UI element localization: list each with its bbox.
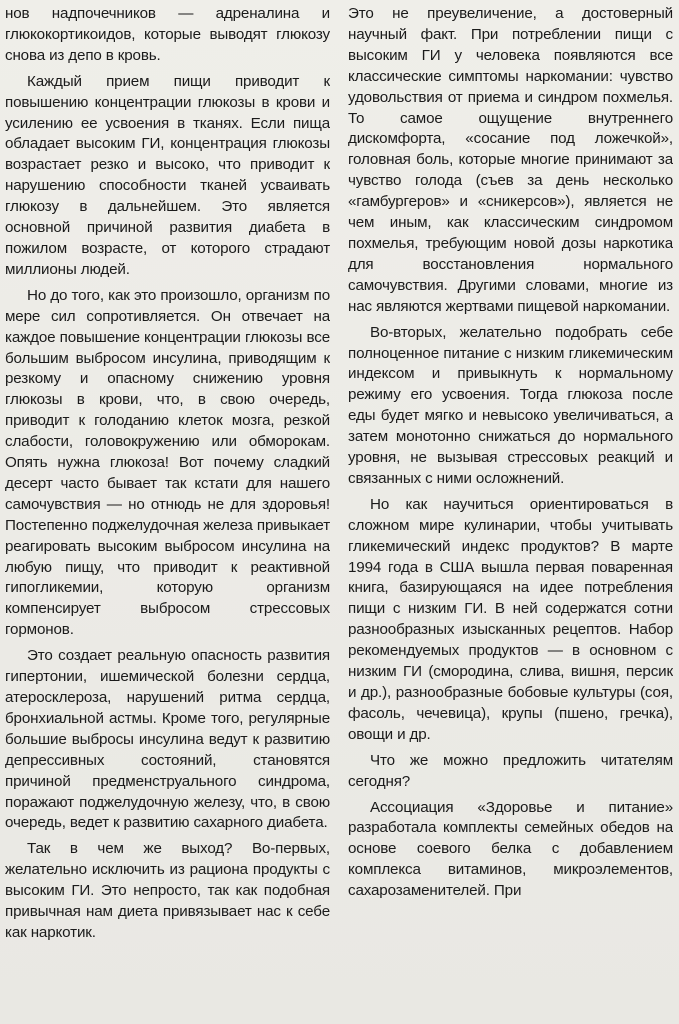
paragraph: Каждый прием пищи приводит к повышению концентрации глюкозы в крови и усилению ее усвоения в тканях. Если пища обладает высоким ГИ, концентрация глюкозы возрастает резко и высоко, что приводит к нарушению способности тканей усваивать глюкозу в дальнейшем. Это является основной причиной развития диабета в пожилом возрасте, от которого страдают миллионы людей. (5, 72, 330, 278)
paragraph: Так в чем же выход? Во-первых, желательно исключить из рациона продукты с высоким ГИ. Это непросто, так как подобная привычная нам диета привязывает нас к себе как наркотик. (5, 840, 330, 941)
paragraph: нов надпочечников — адреналина и глюкокортикоидов, которые выводят глюкозу снова из депо в кровь. (5, 5, 330, 64)
left-column (5, 4, 330, 1024)
paragraph: Но как научиться ориентироваться в сложном мире кулинарии, чтобы учитывать гликемический индекс продуктов? В марте 1994 года в США вышла первая поваренная книга, базирующаяся на идее потребления пищи с низким ГИ. В ней содержатся сотни разнообразных изысканных рецептов. Набор рекомендуемых продуктов — в основном с низким ГИ (смородина, слива, вишня, персик и др.), разнообразные бобовые культуры (соя, фасоль, чечевица), крупы (пшено, гречка), овощи и др. (348, 495, 673, 743)
paragraph: Ассоциация «Здоровье и питание» разработала комплекты семейных обедов на основе соевого белка с добавлением комплекса витаминов, микроэлементов, сахарозаменителей. При (348, 798, 673, 900)
paragraph: Что же можно предложить читателям сегодня? (348, 751, 673, 790)
paragraph: Во-вторых, желательно подобрать себе полноценное питание с низким гликемическим индексом и привыкнуть к нормальному режиму его усвоения. Тогда глюкоза после еды будет мягко и невысоко увеличиваться, а затем монотонно снижаться до нормального уровня, не вызывая стрессовых реакций и связанных с ними осложнений. (348, 323, 673, 487)
right-column (348, 4, 673, 1024)
paragraph: Это не преувеличение, а достоверный научный факт. При потреблении пищи с высоким ГИ у человека появляются все классические симптомы наркомании: чувство удовольствия от приема и синдром похмелья. То самое ощущение внутреннего дискомфорта, «сосание под ложечкой», головная боль, которые многие принимают за чувство голода (съев за день несколько «гамбургеров» и «сникерсов»), является не чем иным, как классическим синдромом похмелья, требующим новой дозы наркотика для восстановления нормального самочувствия. Другими словами, многие из нас являются жертвами пищевой наркомании. (348, 5, 673, 315)
paragraph: Но до того, как это произошло, организм по мере сил сопротивляется. Он отвечает на каждое повышение концентрации глюкозы все большим выбросом инсулина, приводящим к резкому и опасному снижению уровня глюкозы в крови, что, в свою очередь, приводит к голоданию клеток мозга, резкой слабости, головокружению или обморокам. Опять нужна глюкоза! Вот почему сладкий десерт часто бывает так кстати для нашего самочувствия — но отнюдь не для здоровья! Постепенно поджелудочная железа привыкает реагировать высоким выбросом инсулина на любую пищу, что приводит к реактивной гипогликемии, которую организм компенсирует выбросом стрессовых гормонов. (5, 286, 330, 639)
paragraph: Это создает реальную опасность развития гипертонии, ишемической болезни сердца, атеросклероза, нарушений ритма сердца, бронхиальной астмы. Кроме того, регулярные большие выбросы инсулина ведут к развитию депрессивных состояний, становятся причиной предменструального синдрома, поражают поджелудочную железу, что, в свою очередь, ведет к развитию сахарного диабета. (5, 647, 330, 832)
